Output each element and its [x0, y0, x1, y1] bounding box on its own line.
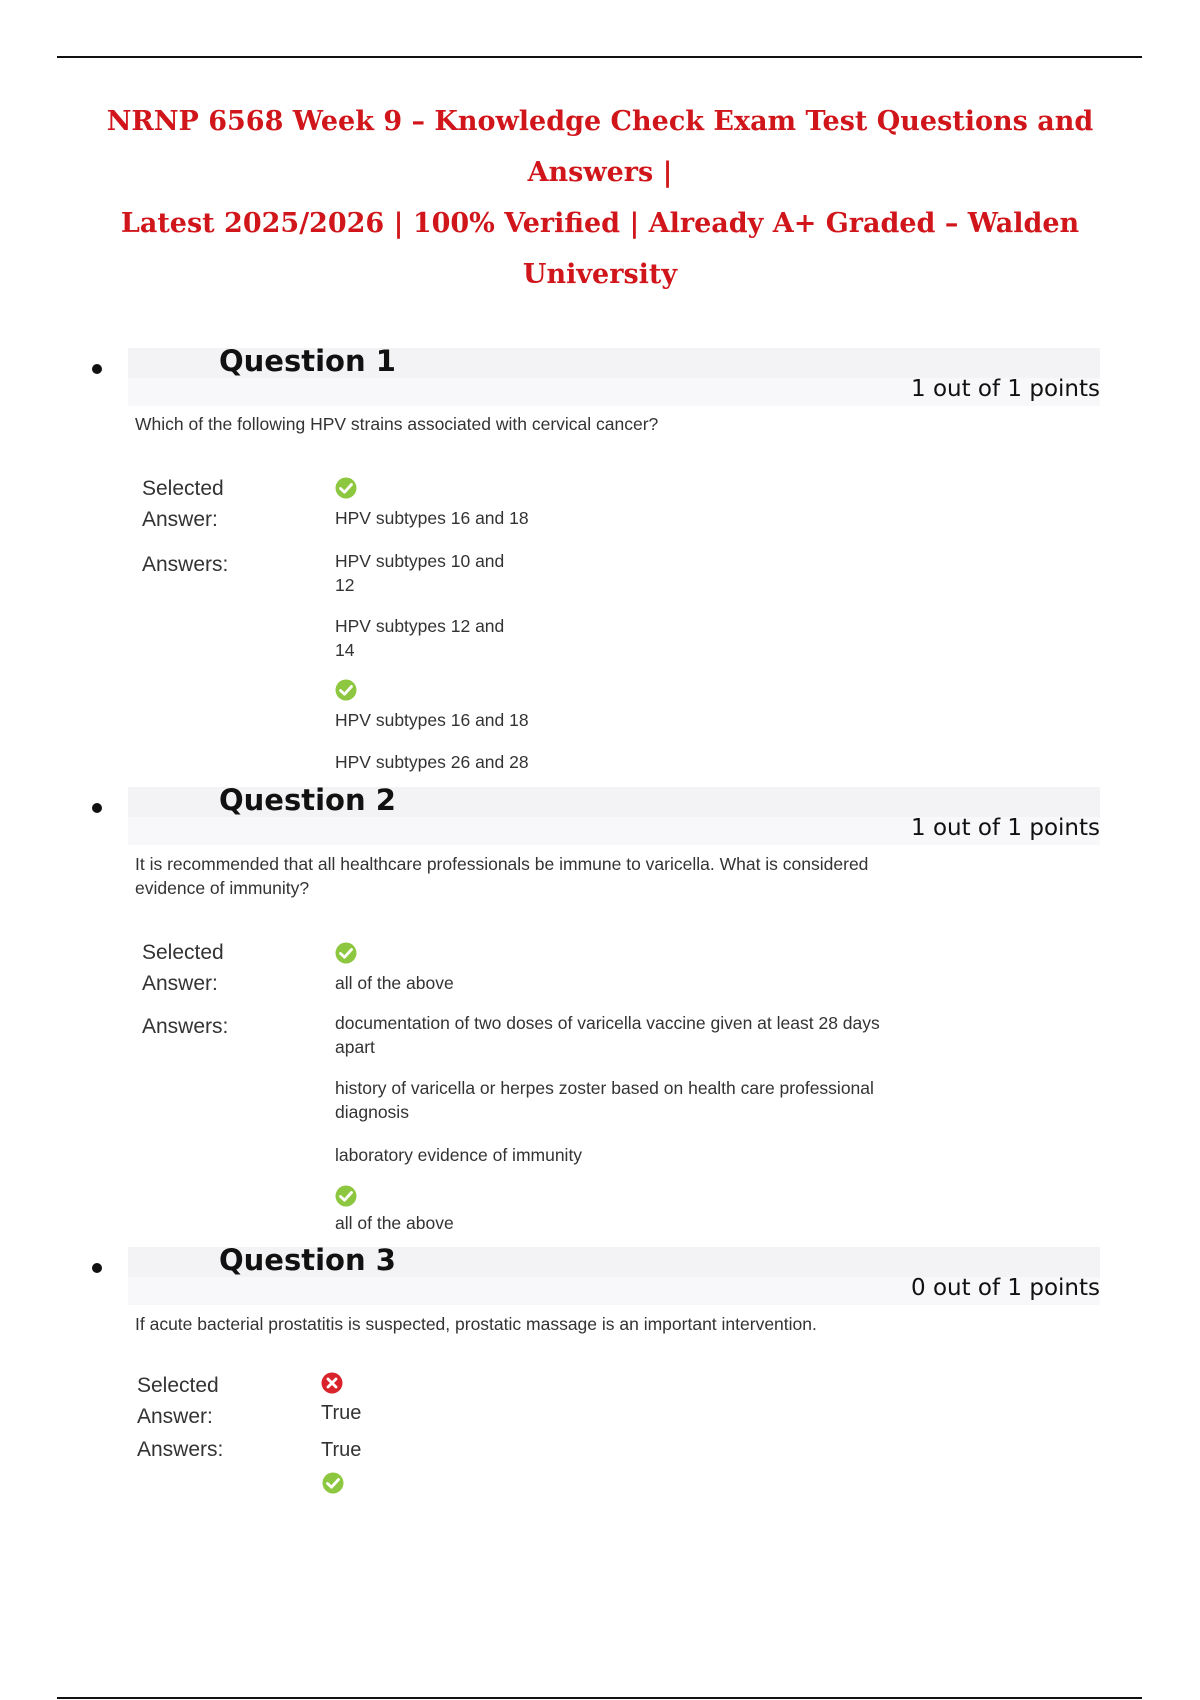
- question-text-line: It is recommended that all healthcare professionals be immune to varicella. What is considered: [135, 854, 869, 874]
- answer-option-correct: all of the above: [335, 1213, 454, 1233]
- selected-answer-value: HPV subtypes 16 and 18: [335, 508, 529, 528]
- selected-label-line1: Selected: [142, 941, 224, 964]
- points-score: 1 out of 1 points: [911, 376, 1100, 402]
- selected-label-line2: Answer:: [137, 1405, 213, 1428]
- answers-label: Answers:: [142, 1015, 229, 1038]
- bullet: [92, 364, 102, 374]
- answer-line: diagnosis: [335, 1102, 409, 1122]
- question-title: Question 2: [219, 783, 396, 817]
- selected-answer-label: [137, 1370, 219, 1432]
- correct-check-icon: [335, 1185, 357, 1207]
- answer-option: [335, 1011, 880, 1059]
- answer-option: [335, 549, 504, 597]
- title-line-2: Latest 2025/2026 | 100% Verified | Already A+ Graded – Walden University: [120, 208, 1080, 290]
- question-title: Question 3: [219, 1243, 396, 1277]
- selected-answer-value: True: [321, 1402, 362, 1424]
- answer-line: HPV subtypes 12 and: [335, 616, 505, 636]
- top-rule: [57, 56, 1142, 58]
- selected-label-line1: Selected: [142, 477, 224, 500]
- answer-option: [335, 1076, 874, 1124]
- question-text: Which of the following HPV strains associated with cervical cancer?: [135, 414, 659, 434]
- bullet: [92, 1263, 102, 1273]
- selected-label-line2: Answer:: [142, 972, 218, 995]
- answer-line: history of varicella or herpes zoster based on health care professional: [335, 1078, 874, 1098]
- answer-line: HPV subtypes 10 and: [335, 551, 505, 571]
- answer-option-correct: HPV subtypes 16 and 18: [335, 710, 529, 730]
- bullet: [92, 803, 102, 813]
- selected-answer-label: [142, 937, 224, 999]
- title-line-1: NRNP 6568 Week 9 – Knowledge Check Exam Test Questions and Answers |: [106, 106, 1094, 188]
- correct-check-icon: [335, 477, 357, 499]
- incorrect-x-icon: [321, 1372, 343, 1394]
- answer-line: 14: [335, 640, 355, 660]
- answer-line: documentation of two doses of varicella vaccine given at least 28 days: [335, 1013, 880, 1033]
- answer-line: 12: [335, 575, 355, 595]
- selected-label-line1: Selected: [137, 1374, 219, 1397]
- answer-option: [335, 614, 504, 662]
- answer-option: HPV subtypes 26 and 28: [335, 752, 529, 772]
- bottom-rule: [57, 1697, 1142, 1699]
- answer-option: True: [321, 1439, 362, 1461]
- points-score: 1 out of 1 points: [911, 815, 1100, 841]
- answer-line: apart: [335, 1037, 375, 1057]
- answer-option: laboratory evidence of immunity: [335, 1145, 583, 1165]
- selected-answer-value: all of the above: [335, 973, 454, 993]
- document-title: [60, 96, 1140, 300]
- question-title: Question 1: [219, 344, 396, 378]
- selected-label-line2: Answer:: [142, 508, 218, 531]
- answers-label: Answers:: [142, 553, 229, 576]
- question-text: [135, 852, 1015, 900]
- selected-answer-label: [142, 473, 224, 535]
- question-text-line: evidence of immunity?: [135, 878, 310, 898]
- correct-check-icon: [335, 679, 357, 701]
- question-text: If acute bacterial prostatitis is suspected, prostatic massage is an important intervention.: [135, 1314, 817, 1334]
- correct-check-icon: [335, 942, 357, 964]
- points-score: 0 out of 1 points: [911, 1275, 1100, 1301]
- correct-check-icon: [322, 1472, 344, 1494]
- answers-label: Answers:: [137, 1438, 224, 1461]
